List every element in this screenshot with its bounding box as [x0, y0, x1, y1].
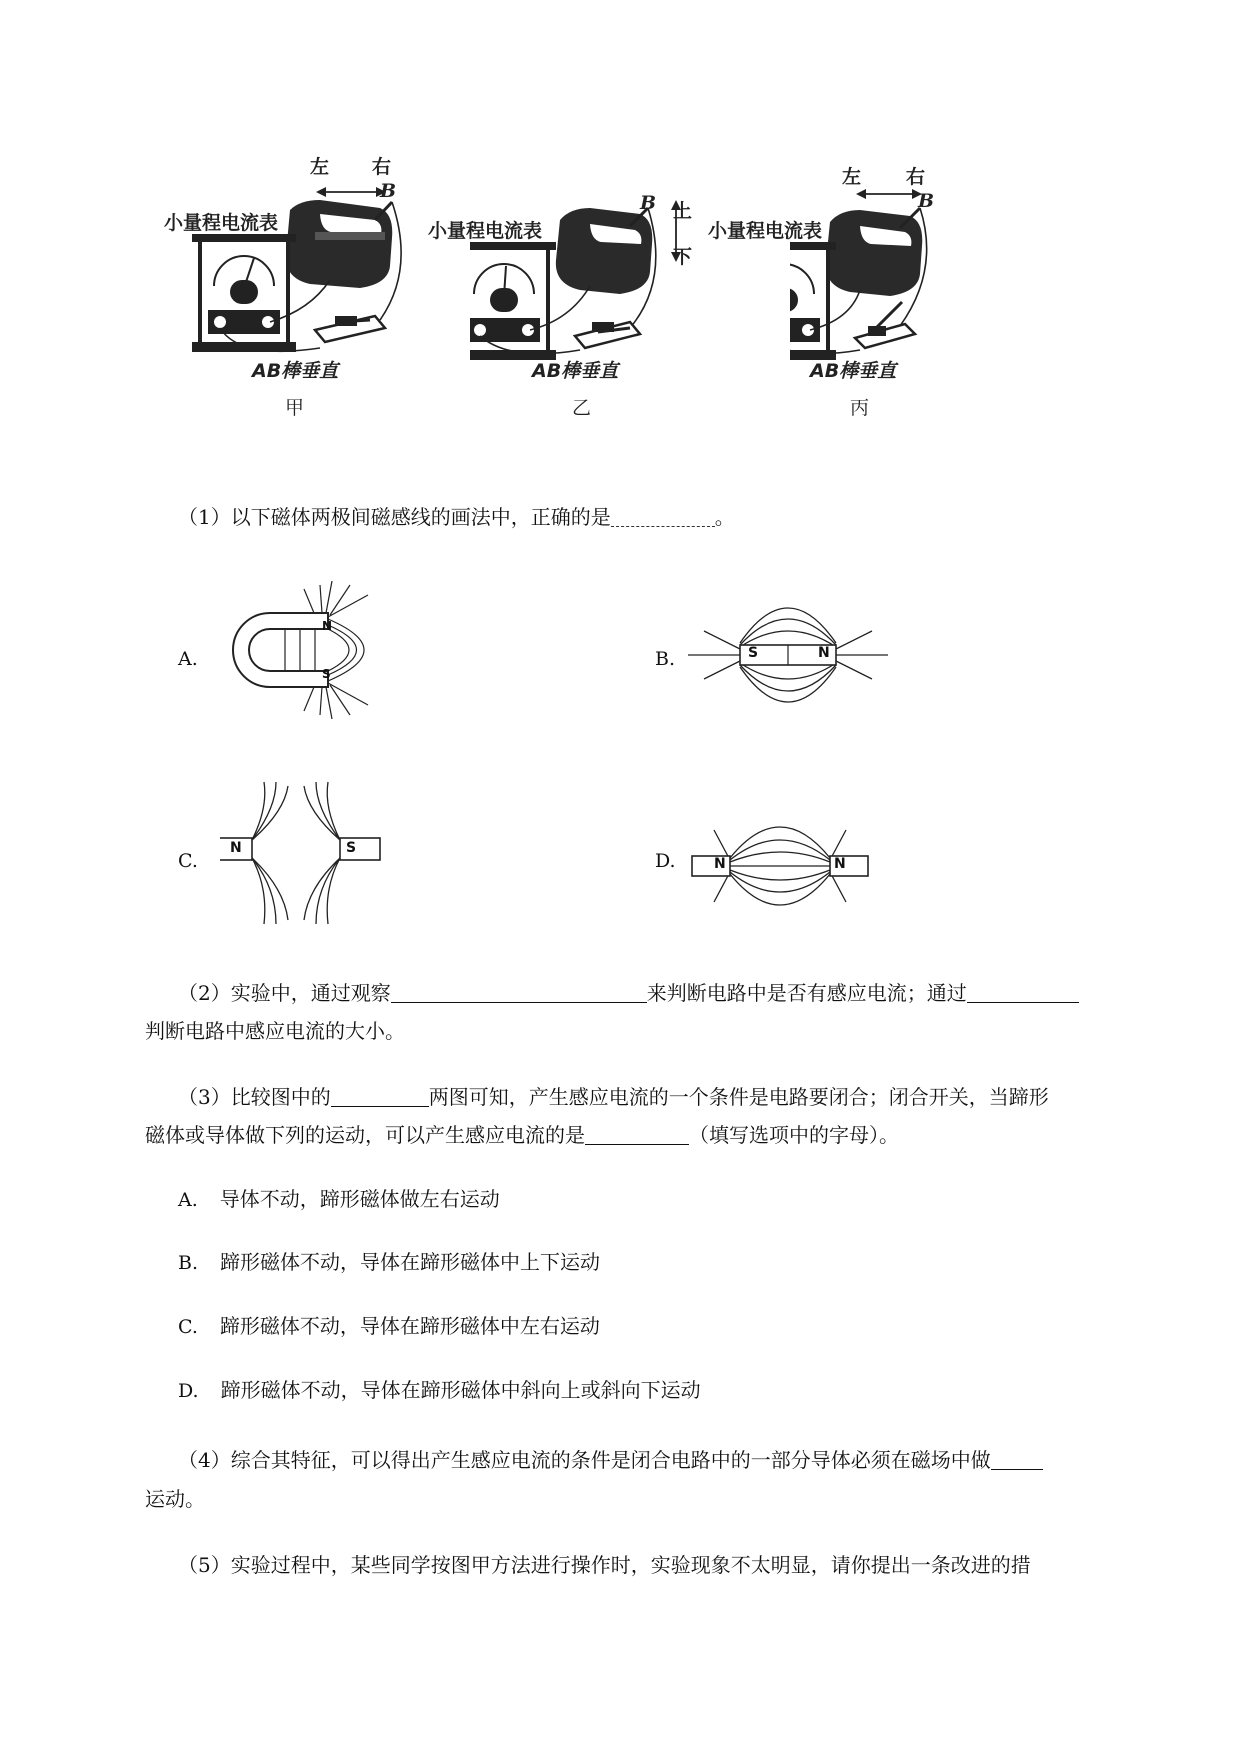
ammeter-label: 小量程电流表: [428, 220, 543, 242]
direction-right-label: 右: [906, 166, 926, 188]
pole-label: N: [322, 619, 333, 633]
experiment-figure-bing: [708, 150, 1090, 470]
answer-blank[interactable]: [611, 506, 715, 527]
choice-text: 蹄形磁体不动，导体在蹄形磁体中斜向上或斜向下运动: [220, 1378, 701, 1402]
direction-up-label: 上: [673, 200, 693, 222]
choice-label: D.: [178, 1380, 199, 1402]
question-2-text: （2）实验中，通过观察: [178, 981, 391, 1005]
direction-left-label: 左: [842, 166, 862, 188]
field-lines-diagram: [220, 778, 390, 928]
pole-label: N: [834, 856, 846, 872]
question-1: [178, 498, 735, 536]
choice-d[interactable]: [178, 1371, 701, 1410]
option-d-diagram[interactable]: [690, 790, 880, 940]
option-b-label: B.: [655, 648, 676, 670]
choice-label: B.: [178, 1252, 199, 1274]
choice-text: 蹄形磁体不动，导体在蹄形磁体中左右运动: [219, 1314, 600, 1338]
pole-label: N: [818, 645, 830, 661]
figure-name: 乙: [572, 397, 592, 419]
direction-left-label: 左: [310, 156, 330, 178]
choice-text: 导体不动，蹄形磁体做左右运动: [219, 1187, 500, 1211]
figure-name: 甲: [285, 397, 305, 419]
question-3-line-2: [145, 1116, 899, 1154]
experiment-figure-jia: [164, 150, 470, 470]
pole-label: S: [346, 840, 357, 856]
pole-label: S: [322, 667, 331, 681]
choice-label: A.: [178, 1189, 198, 1211]
ammeter-label: 小量程电流表: [164, 212, 279, 234]
option-c-label: C.: [178, 850, 198, 872]
question-2-line-1: [178, 974, 1079, 1012]
question-3-line-1: [178, 1078, 1049, 1116]
choice-a[interactable]: [178, 1180, 500, 1219]
question-3-text: 磁体或导体做下列的运动，可以产生感应电流的是: [145, 1123, 585, 1147]
b-end-label: B: [918, 190, 935, 212]
apparatus-drawing: [170, 150, 470, 470]
question-1-end: 。: [714, 505, 735, 529]
option-b-diagram[interactable]: [688, 575, 898, 735]
pole-label: S: [748, 645, 759, 661]
question-4-line-2: 运动。: [145, 1487, 205, 1511]
answer-blank[interactable]: [331, 1084, 429, 1107]
rod-caption: AB棒垂直: [252, 360, 339, 382]
question-3-text: （填写选项中的字母）。: [689, 1123, 899, 1147]
answer-blank[interactable]: [585, 1122, 689, 1145]
direction-right-label: 右: [372, 156, 392, 178]
figure-name: 丙: [850, 397, 870, 419]
choice-text: 蹄形磁体不动，导体在蹄形磁体中上下运动: [220, 1250, 601, 1274]
rod-caption: AB棒垂直: [532, 360, 619, 382]
answer-blank[interactable]: [991, 1447, 1043, 1470]
field-lines-diagram: [688, 575, 898, 735]
question-4-line-1: [178, 1441, 1043, 1479]
question-1-text: （1）以下磁体两极间磁感线的画法中，正确的是: [178, 505, 611, 529]
option-d-label: D.: [655, 850, 676, 872]
pole-label: N: [714, 856, 726, 872]
answer-blank[interactable]: [391, 980, 647, 1003]
rod-caption: AB棒垂直: [810, 360, 897, 382]
option-c-diagram[interactable]: [220, 778, 390, 928]
b-end-label: B: [640, 192, 657, 214]
field-lines-diagram: [210, 575, 410, 725]
direction-down-label: 下: [673, 246, 693, 268]
question-5-line-1: （5）实验过程中，某些同学按图甲方法进行操作时，实验现象不太明显，请你提出一条改进的措: [178, 1553, 1031, 1577]
option-a-diagram[interactable]: [210, 575, 410, 725]
ammeter-label: 小量程电流表: [708, 220, 823, 242]
apparatus-drawing: [470, 150, 770, 470]
answer-blank[interactable]: [967, 980, 1079, 1003]
question-3-text: 两图可知，产生感应电流的一个条件是电路要闭合；闭合开关，当蹄形: [428, 1085, 1049, 1109]
choice-label: C.: [178, 1316, 198, 1338]
option-a-label: A.: [178, 648, 198, 670]
choice-c[interactable]: [178, 1307, 600, 1346]
pole-label: N: [230, 840, 242, 856]
b-end-label: B: [380, 180, 397, 202]
choice-b[interactable]: [178, 1243, 600, 1282]
question-2-line-2: 判断电路中感应电流的大小。: [145, 1019, 405, 1043]
question-3-text: （3）比较图中的: [178, 1085, 331, 1109]
experiment-figure-yi: [428, 150, 770, 470]
question-4-text: （4）综合其特征，可以得出产生感应电流的条件是闭合电路中的一部分导体必须在磁场中做: [178, 1448, 991, 1472]
apparatus-drawing: [790, 150, 1090, 470]
question-2-text: 来判断电路中是否有感应电流；通过: [646, 981, 967, 1005]
